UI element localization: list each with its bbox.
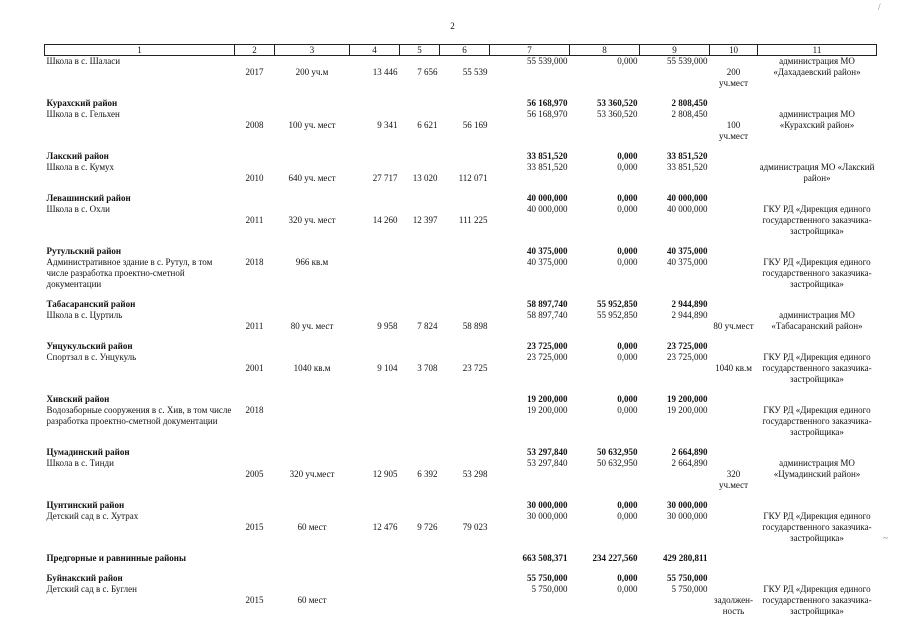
cell-c9: 2 664,890: [671, 458, 708, 468]
cell-c5: 6 621: [417, 120, 438, 130]
cell-c6: [440, 553, 490, 564]
header-cell: 7: [490, 45, 570, 56]
cell-c9: 5 750,000: [671, 584, 708, 594]
cell-c4: 13 446: [372, 67, 398, 77]
cell-c10: [710, 246, 758, 257]
cell-capacity: [275, 299, 350, 310]
cell-c10: [710, 204, 758, 237]
cell-name: Спортзал в с. Унцукуль: [46, 352, 137, 362]
cell-c8: 0,000: [617, 246, 638, 256]
cell-c4: [350, 193, 400, 204]
cell-capacity: 640 уч. мест: [288, 173, 336, 183]
cell-c4: [350, 584, 400, 617]
cell-year: [235, 573, 275, 584]
cell-c4: [350, 246, 400, 257]
cell-c5: [400, 257, 440, 290]
cell-name: Школа в с. Шаласи: [46, 56, 121, 66]
cell-c8: 55 952,850: [597, 299, 638, 309]
cell-c9: 2 808,450: [671, 109, 708, 119]
cell-c4: [350, 447, 400, 458]
cell-c9: 55 539,000: [667, 56, 708, 66]
cell-name: Цумадинский район: [46, 447, 130, 457]
cell-year: [235, 500, 275, 511]
cell-c9: 19 200,000: [667, 405, 708, 415]
cell-name: Школа в с. Охли: [46, 204, 110, 214]
cell-c5: [400, 573, 440, 584]
cell-c10: [710, 553, 758, 564]
cell-c6: [440, 246, 490, 257]
cell-c7: 19 200,000: [527, 405, 568, 415]
cell-year: [235, 246, 275, 257]
cell-capacity: 1040 кв.м: [293, 363, 331, 373]
cell-c11: ГКУ РД «Дирекция единого государственного заказчика-застройщика»: [762, 584, 872, 616]
cell-c4: [350, 553, 400, 564]
cell-c7: 53 297,840: [527, 447, 568, 457]
cell-c6: [440, 573, 490, 584]
spacer-row: [45, 544, 877, 553]
cell-capacity: [275, 341, 350, 352]
cell-name: Хивский район: [46, 394, 110, 404]
cell-year: 2017: [245, 67, 264, 77]
cell-c10: [710, 341, 758, 352]
cell-capacity: 60 мест: [297, 522, 327, 532]
cell-c8: 0,000: [617, 151, 638, 161]
cell-c9: 33 851,520: [667, 162, 708, 172]
cell-c4: 12 476: [372, 522, 398, 532]
cell-c10: 200 уч.мест: [718, 67, 749, 88]
cell-year: 2008: [245, 120, 264, 130]
cell-c6: 111 225: [458, 215, 488, 225]
cell-c6: [440, 447, 490, 458]
table-row: [45, 352, 877, 385]
cell-c11: [758, 341, 877, 352]
cell-capacity: 966 кв.м: [295, 257, 329, 267]
cell-c4: 9 104: [377, 363, 398, 373]
cell-c11: [758, 394, 877, 405]
district-row: [45, 151, 877, 162]
cell-capacity: [275, 500, 350, 511]
cell-c7: 30 000,000: [527, 500, 568, 510]
cell-c8: 0,000: [617, 511, 638, 521]
table-row: [45, 109, 877, 142]
cell-c5: 7 824: [417, 321, 438, 331]
spacer-row: [45, 184, 877, 193]
table-row: [45, 511, 877, 544]
cell-name: Школа в с. Кумух: [46, 162, 115, 172]
cell-c6: [440, 151, 490, 162]
cell-c8: 50 632,950: [597, 447, 638, 457]
cell-c8: 0,000: [617, 352, 638, 362]
district-row: [45, 246, 877, 257]
cell-c11: [758, 193, 877, 204]
district-row: [45, 573, 877, 584]
cell-name: Административное здание в с. Рутул, в том числе разработка проектно-сметной документации: [46, 257, 213, 289]
cell-c11: [758, 98, 877, 109]
table-row: [45, 162, 877, 184]
cell-c7: 40 375,000: [527, 257, 568, 267]
cell-c9: 19 200,000: [667, 394, 708, 404]
cell-c8: 0,000: [617, 193, 638, 203]
cell-c6: [440, 405, 490, 438]
cell-name: Унцукульский район: [46, 341, 133, 351]
table-row: [45, 405, 877, 438]
cell-c7: 663 508,371: [522, 553, 568, 563]
cell-c6: 58 898: [462, 321, 488, 331]
cell-name: Табасаранский район: [46, 299, 136, 309]
header-cell: 9: [640, 45, 710, 56]
cell-name: Водозаборные сооружения в с. Хив, в том числе разработка проектно-сметной документации: [46, 405, 232, 426]
cell-c7: 30 000,000: [527, 511, 568, 521]
cell-year: 2015: [245, 595, 264, 605]
cell-name: Детский сад в с. Буглен: [46, 584, 137, 594]
cell-c6: 55 539: [462, 67, 488, 77]
cell-capacity: 60 мест: [297, 595, 327, 605]
cell-c7: 40 000,000: [527, 193, 568, 203]
spacer-row: [45, 89, 877, 98]
cell-c7: 23 725,000: [527, 341, 568, 351]
cell-c9: 2 664,890: [671, 447, 708, 457]
cell-name: Школа в с. Цуртиль: [46, 310, 123, 320]
cell-c5: 7 656: [417, 67, 438, 77]
cell-name: Детский сад в с. Хутрах: [46, 511, 139, 521]
cell-capacity: [275, 405, 350, 438]
cell-c10: [710, 151, 758, 162]
cell-c11: администрация МО «Дахадаевский район»: [773, 56, 861, 77]
cell-c7: 56 168,970: [527, 98, 568, 108]
section-row: [45, 553, 877, 564]
cell-c6: [440, 394, 490, 405]
cell-c11: администрация МО «Лакский район»: [759, 162, 875, 183]
cell-c10: [710, 193, 758, 204]
cell-year: 2001: [245, 363, 264, 373]
cell-c11: [758, 299, 877, 310]
table-row: [45, 56, 877, 90]
spacer-row: [45, 332, 877, 341]
cell-c9: 23 725,000: [667, 352, 708, 362]
cell-name: Школа в с. Гельхен: [46, 109, 120, 119]
cell-c6: 79 023: [462, 522, 488, 532]
cell-c8: 0,000: [617, 341, 638, 351]
cell-year: [235, 98, 275, 109]
cell-year: 2011: [245, 321, 264, 331]
cell-c9: 2 808,450: [671, 98, 708, 108]
cell-c5: 9 726: [417, 522, 438, 532]
cell-c10: 80 уч.мест: [713, 321, 754, 331]
cell-capacity: [275, 151, 350, 162]
cell-c7: 23 725,000: [527, 352, 568, 362]
margin-mark-right: ~: [883, 533, 888, 543]
cell-c5: [400, 341, 440, 352]
cell-c11: ГКУ РД «Дирекция единого государственного заказчика-застройщика»: [762, 257, 872, 289]
table-row: [45, 584, 877, 617]
cell-c5: 3 708: [417, 363, 438, 373]
cell-c9: 2 944,890: [671, 299, 708, 309]
table-row: [45, 458, 877, 491]
cell-c7: 58 897,740: [527, 310, 568, 320]
cell-c6: 53 298: [462, 469, 488, 479]
cell-c8: 0,000: [617, 405, 638, 415]
cell-c5: [400, 299, 440, 310]
district-row: [45, 299, 877, 310]
cell-year: [235, 394, 275, 405]
cell-c5: 12 397: [412, 215, 438, 225]
cell-c6: 56 169: [462, 120, 488, 130]
cell-c9: 2 944,890: [671, 310, 708, 320]
cell-c8: 55 952,850: [597, 310, 638, 320]
cell-capacity: 200 уч.м: [295, 67, 329, 77]
cell-c7: 55 539,000: [527, 56, 568, 66]
cell-c11: [758, 447, 877, 458]
cell-c9: 40 000,000: [667, 204, 708, 214]
district-row: [45, 394, 877, 405]
cell-capacity: [275, 246, 350, 257]
cell-c4: [350, 299, 400, 310]
cell-year: [235, 151, 275, 162]
cell-name: Курахский район: [46, 98, 118, 108]
cell-c11: ГКУ РД «Дирекция единого государственного заказчика-застройщика»: [762, 204, 872, 236]
table-row: [45, 204, 877, 237]
table-row: [45, 257, 877, 290]
cell-year: 2010: [245, 173, 264, 183]
cell-capacity: [275, 98, 350, 109]
cell-c7: 19 200,000: [527, 394, 568, 404]
spacer-row: [45, 385, 877, 394]
cell-c11: ГКУ РД «Дирекция единого государственного заказчика-застройщика»: [762, 511, 872, 543]
cell-c5: [400, 98, 440, 109]
page-number: 2: [450, 21, 455, 31]
cell-capacity: 100 уч. мест: [288, 120, 336, 130]
cell-capacity: [275, 573, 350, 584]
cell-c5: [400, 151, 440, 162]
cell-name: Левашинский район: [46, 193, 131, 203]
cell-year: [235, 299, 275, 310]
cell-c10: [710, 405, 758, 438]
cell-year: [235, 193, 275, 204]
cell-c11: [758, 246, 877, 257]
cell-c11: ГКУ РД «Дирекция единого государственного заказчика-застройщика»: [762, 352, 872, 384]
cell-c6: 23 725: [462, 363, 488, 373]
cell-c11: [758, 500, 877, 511]
cell-c6: [440, 584, 490, 617]
cell-c8: 0,000: [617, 584, 638, 594]
cell-c5: 13 020: [412, 173, 438, 183]
cell-c5: [400, 553, 440, 564]
cell-c11: ГКУ РД «Дирекция единого государственного заказчика-застройщика»: [762, 405, 872, 437]
cell-c4: 9 341: [377, 120, 398, 130]
cell-year: 2011: [245, 215, 264, 225]
cell-c5: [400, 447, 440, 458]
cell-capacity: [275, 193, 350, 204]
cell-c4: [350, 151, 400, 162]
cell-capacity: [275, 394, 350, 405]
header-row: [45, 45, 877, 56]
cell-c5: [400, 246, 440, 257]
cell-year: 2005: [245, 469, 264, 479]
cell-c10: [710, 299, 758, 310]
cell-year: 2015: [245, 522, 264, 532]
header-cell: 3: [275, 45, 350, 56]
cell-c9: 33 851,520: [667, 151, 708, 161]
header-cell: 5: [400, 45, 440, 56]
cell-c4: [350, 573, 400, 584]
district-row: [45, 447, 877, 458]
cell-c7: 58 897,740: [527, 299, 568, 309]
cell-c4: [350, 405, 400, 438]
cell-capacity: [275, 553, 350, 564]
cell-c10: 100 уч.мест: [718, 120, 749, 141]
cell-c4: [350, 257, 400, 290]
cell-c4: 12 905: [372, 469, 398, 479]
cell-c4: 9 958: [377, 321, 398, 331]
table-row: [45, 310, 877, 332]
cell-c7: 5 750,000: [531, 584, 568, 594]
cell-c10: задолжен-ность: [714, 595, 753, 616]
cell-c4: 27 717: [372, 173, 398, 183]
cell-c8: 53 360,520: [597, 98, 638, 108]
cell-c6: [440, 98, 490, 109]
cell-c9: 40 000,000: [667, 193, 708, 203]
header-cell: 10: [710, 45, 758, 56]
cell-c9: 40 375,000: [667, 246, 708, 256]
cell-c11: [758, 573, 877, 584]
cell-c6: 112 071: [458, 173, 488, 183]
cell-c6: [440, 500, 490, 511]
cell-capacity: 320 уч. мест: [288, 215, 336, 225]
cell-c7: 53 297,840: [527, 458, 568, 468]
cell-c7: 33 851,520: [527, 151, 568, 161]
district-row: [45, 98, 877, 109]
cell-capacity: 80 уч. мест: [290, 321, 334, 331]
cell-c10: 320 уч.мест: [718, 469, 749, 490]
cell-name: Буйнакский район: [46, 573, 123, 583]
spacer-row: [45, 491, 877, 500]
cell-c8: 53 360,520: [597, 109, 638, 119]
header-cell: 4: [350, 45, 400, 56]
cell-c4: [350, 98, 400, 109]
cell-c8: 0,000: [617, 204, 638, 214]
header-cell: 6: [440, 45, 490, 56]
cell-c6: [440, 341, 490, 352]
district-row: [45, 341, 877, 352]
cell-c10: [710, 394, 758, 405]
cell-c9: 23 725,000: [667, 341, 708, 351]
cell-c7: 33 851,520: [527, 162, 568, 172]
cell-c8: 0,000: [617, 162, 638, 172]
spacer-row: [45, 438, 877, 447]
cell-c11: администрация МО «Табасаранский район»: [771, 310, 863, 331]
margin-mark-top: /: [878, 2, 881, 12]
cell-c5: [400, 500, 440, 511]
district-row: [45, 193, 877, 204]
cell-c4: [350, 341, 400, 352]
cell-c7: 56 168,970: [527, 109, 568, 119]
spacer-row: [45, 290, 877, 299]
cell-c4: [350, 500, 400, 511]
header-cell: 2: [235, 45, 275, 56]
cell-c4: [350, 394, 400, 405]
cell-c7: 40 375,000: [527, 246, 568, 256]
spacer-row: [45, 564, 877, 573]
cell-c8: 50 632,950: [597, 458, 638, 468]
cell-c8: 0,000: [617, 394, 638, 404]
cell-c10: 1040 кв.м: [715, 363, 752, 373]
cell-year: 2018: [245, 405, 264, 415]
cell-c5: [400, 193, 440, 204]
table-body: [45, 45, 877, 618]
cell-c9: 30 000,000: [667, 500, 708, 510]
cell-c5: [400, 584, 440, 617]
header-cell: 1: [45, 45, 235, 56]
cell-c10: [710, 573, 758, 584]
cell-name: Лакский район: [46, 151, 109, 161]
cell-c9: 429 280,811: [662, 553, 708, 563]
cell-c7: 40 000,000: [527, 204, 568, 214]
cell-year: [235, 553, 275, 564]
cell-year: [235, 341, 275, 352]
cell-c8: 0,000: [617, 257, 638, 267]
cell-c6: [440, 299, 490, 310]
cell-c5: 6 392: [417, 469, 438, 479]
cell-c11: администрация МО «Курахский район»: [779, 109, 855, 130]
cell-c10: [710, 511, 758, 544]
cell-c5: [400, 405, 440, 438]
cell-c11: [758, 553, 877, 564]
cell-name: Школа в с. Тинди: [46, 458, 114, 468]
cell-name: Рутульский район: [46, 246, 122, 256]
cell-c11: [758, 151, 877, 162]
cell-c7: 55 750,000: [527, 573, 568, 583]
spacer-row: [45, 237, 877, 246]
cell-year: [235, 447, 275, 458]
data-table: [44, 44, 877, 617]
cell-c10: [710, 98, 758, 109]
cell-c9: 40 375,000: [667, 257, 708, 267]
cell-capacity: [275, 447, 350, 458]
cell-c10: [710, 162, 758, 184]
cell-year: 2018: [245, 257, 264, 267]
cell-c5: [400, 394, 440, 405]
cell-c11: администрация МО «Цумадинский район»: [773, 458, 861, 479]
cell-c9: 55 750,000: [667, 573, 708, 583]
cell-c8: 0,000: [617, 573, 638, 583]
cell-c9: 30 000,000: [667, 511, 708, 521]
cell-c10: [710, 447, 758, 458]
cell-c10: [710, 500, 758, 511]
cell-c6: [440, 193, 490, 204]
header-cell: 11: [758, 45, 877, 56]
cell-c8: 0,000: [617, 500, 638, 510]
cell-name: Цунтинский район: [46, 500, 125, 510]
district-row: [45, 500, 877, 511]
cell-c4: 14 260: [372, 215, 398, 225]
cell-c10: [710, 257, 758, 290]
header-cell: 8: [570, 45, 640, 56]
cell-c8: 0,000: [617, 56, 638, 66]
cell-capacity: 320 уч.мест: [289, 469, 335, 479]
cell-name: Предгорные и равнинные районы: [46, 553, 186, 563]
cell-c8: 234 227,560: [592, 553, 638, 563]
cell-c6: [440, 257, 490, 290]
spacer-row: [45, 142, 877, 151]
